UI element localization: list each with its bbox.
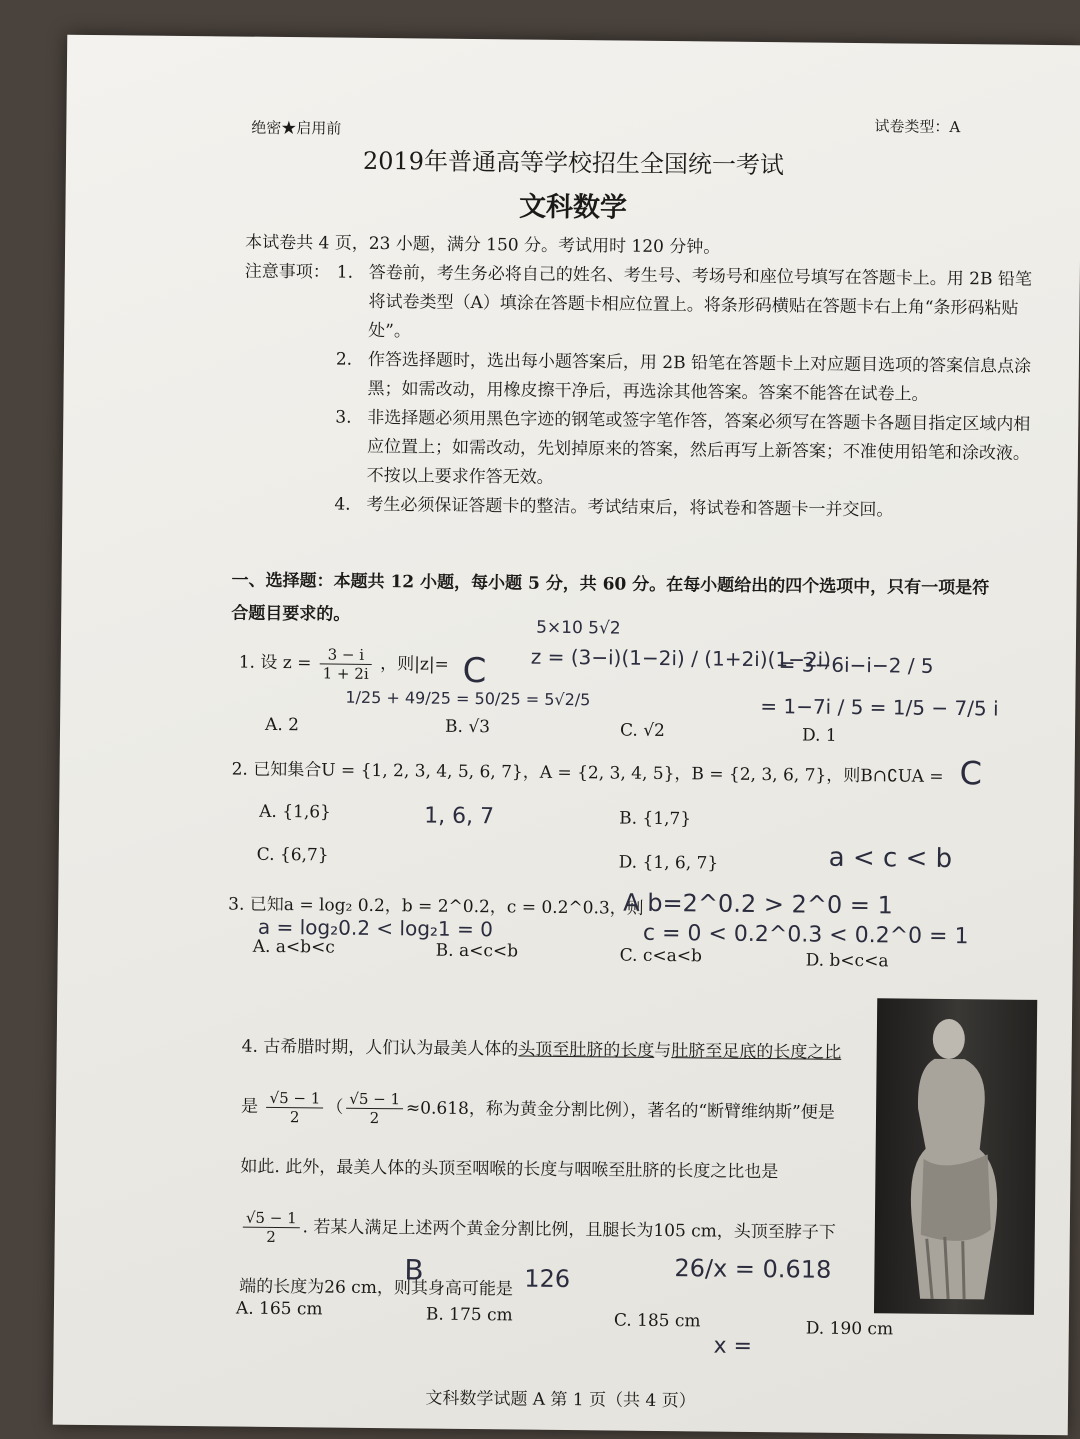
section-heading: 一、选择题：本题共 12 小题，每小题 5 分，共 60 分。在每小题给出的四个选项中，只有一项是符合题目要求的。 [231,570,990,625]
notice-item [335,404,1036,498]
q1-lead: 1. 设 [238,652,278,673]
fraction-denominator: 2 [266,1227,276,1246]
page-footer: 文科数学试题 A 第 1 页（共 4 页） [425,1388,696,1412]
q2-option-c: C. {6,7} [256,844,329,866]
notice-list [334,259,1037,527]
venus-de-milo-image [874,998,1037,1315]
q1-option-a: A. 2 [264,714,300,736]
question-2: 2. 已知集合U = {1, 2, 3, 4, 5, 6, 7}，A = {2, 3, 4, 5}，B = {2, 3, 6, 7}，则B∩∁UA = [231,759,944,787]
notice-number: 4. [334,494,351,515]
notice-text: 非选择题必须用黑色字迹的钢笔或签字笔作答，答案必须写在答题卡各题目指定区域内相应位置上；如需改动，先划掉原来的答案，然后再写上新答案；不准使用铅笔和涂改液。不按以上要求作答无效。 [366,407,1031,488]
q2-option-b: B. {1,7} [619,808,692,830]
paper-type-label: 试卷类型：A [874,117,961,137]
notice-text: 作答选择题时，选出每小题答案后，用 2B 铅笔在答题卡上对应题目选项的答案信息点涂黑；如需改动，用橡皮擦干净后，再选涂其他答案。答案不能答在试卷上。 [367,349,1032,405]
q4-option-b: B. 175 cm [425,1304,513,1326]
handwritten-answer: B [404,1253,424,1287]
q4-underlined-1: 头顶至肚脐的长度 [518,1039,655,1061]
q1-numerator: 3 − i [320,645,372,665]
q4-text: 4. 古希腊时期，人们认为最美人体的 [241,1036,519,1060]
golden-ratio-fraction [243,1209,300,1247]
handwriting-note: 1/25 + 49/25 = 50/25 = 5√2/5 [345,687,591,710]
q4-text: ≈0.618，称为黄金分割比例），著名的“断臂维纳斯”便是如此. 此外，最美人体的头顶至咽喉的长度与咽喉至肚脐的长度之比也是 [240,1098,835,1183]
fraction-denominator: 2 [289,1108,300,1127]
fraction-numerator: √5 − 1 [243,1209,300,1229]
handwriting-note: z = (3−i)(1−2i) / (1+2i)(1−2i) [530,644,832,672]
q4-text: 与 [654,1040,672,1062]
golden-ratio-fraction [266,1089,323,1127]
q2-option-d: D. {1, 6, 7} [618,852,719,874]
fraction-denominator: 2 [369,1108,380,1128]
handwriting-note: 1, 6, 7 [424,803,495,830]
handwriting-note: a < c < b [828,842,953,875]
notice-item [336,259,1037,353]
q4-text: （ [326,1097,344,1118]
q4-text: 是 [240,1096,259,1117]
q3-option-b: B. a<c<b [435,940,519,962]
handwriting-note: a = log₂0.2 < log₂1 = 0 [257,914,494,942]
handwriting-note: = 3−6i−i−2 / 5 [778,652,934,678]
q1-denominator: 1 + 2i [322,664,369,683]
golden-ratio-fraction [346,1090,403,1128]
exam-subtitle: 文科数学 [518,191,628,224]
q4-option-c: C. 185 cm [613,1310,701,1332]
notice-number: 2. [335,349,353,370]
q4-option-a: A. 165 cm [235,1298,323,1320]
handwriting-note: 5×10 5√2 [536,617,621,639]
q4-option-d: D. 190 cm [805,1318,894,1340]
question-3: 3. 已知a = log₂ 0.2，b = 2^0.2，c = 0.2^0.3，则 [228,894,644,919]
question-1 [239,645,449,684]
fraction-numerator: √5 − 1 [266,1089,323,1109]
handwriting-note: 26/x = 0.618 [674,1254,832,1284]
exam-title: 2019年普通高等学校招生全国统一考试 [362,146,785,180]
handwriting-note: c = 0 < 0.2^0.3 < 0.2^0 = 1 [642,920,969,950]
handwriting-note: x = [713,1333,753,1359]
fraction-numerator: √5 − 1 [346,1090,403,1110]
notice-text: 答卷前，考生务必将自己的姓名、考生号、考场号和座位号填写在答题卡上。用 2B 铅笔将试卷类型（A）填涂在答题卡相应位置上。将条形码横贴在答题卡右上角“条形码粘贴处”。 [368,262,1033,342]
q3-option-d: D. b<c<a [805,950,889,972]
q1-option-d: D. 1 [801,725,837,746]
q4-underlined-2: 肚脐至足底的长度之比 [671,1041,842,1063]
q4-text: . 若某人满足上述两个黄金分割比例，且腿长为105 cm，头顶至脖子下端的长度为26 cm，则其身高可能是 [239,1217,836,1300]
handwriting-note: A b=2^0.2 > 2^0 = 1 [623,888,893,920]
handwriting-note: = 1−7i / 5 = 1/5 − 7/5 i [760,694,999,721]
notice-item [334,491,1034,527]
notice-label: 注意事项： [244,261,330,283]
exam-page [53,35,1080,1436]
q3-option-a: A. a<b<c [252,936,335,958]
handwriting-note: 126 [524,1264,571,1294]
q1-option-c: C. √2 [619,720,666,742]
q2-option-a: A. {1,6} [259,801,332,823]
q1-option-b: B. √3 [444,716,491,738]
statue-figure [874,998,1037,1315]
q1-tail: ，则|z|= [380,654,449,675]
notice-number: 3. [335,407,352,428]
secret-label: 绝密★启用前 [251,118,342,138]
notice-number: 1. [336,262,354,283]
q1-z: z = [282,653,312,674]
notice-item [335,346,1036,411]
q3-option-c: C. c<a<b [619,945,703,967]
notice-text: 考生必须保证答题卡的整洁。考试结束后，将试卷和答题卡一并交回。 [366,494,894,521]
q1-fraction [320,645,372,683]
exam-intro: 本试卷共 4 页，23 小题，满分 150 分。考试用时 120 分钟。 [245,232,721,258]
handwritten-answer: C [959,754,983,793]
handwritten-answer: C [462,650,487,692]
